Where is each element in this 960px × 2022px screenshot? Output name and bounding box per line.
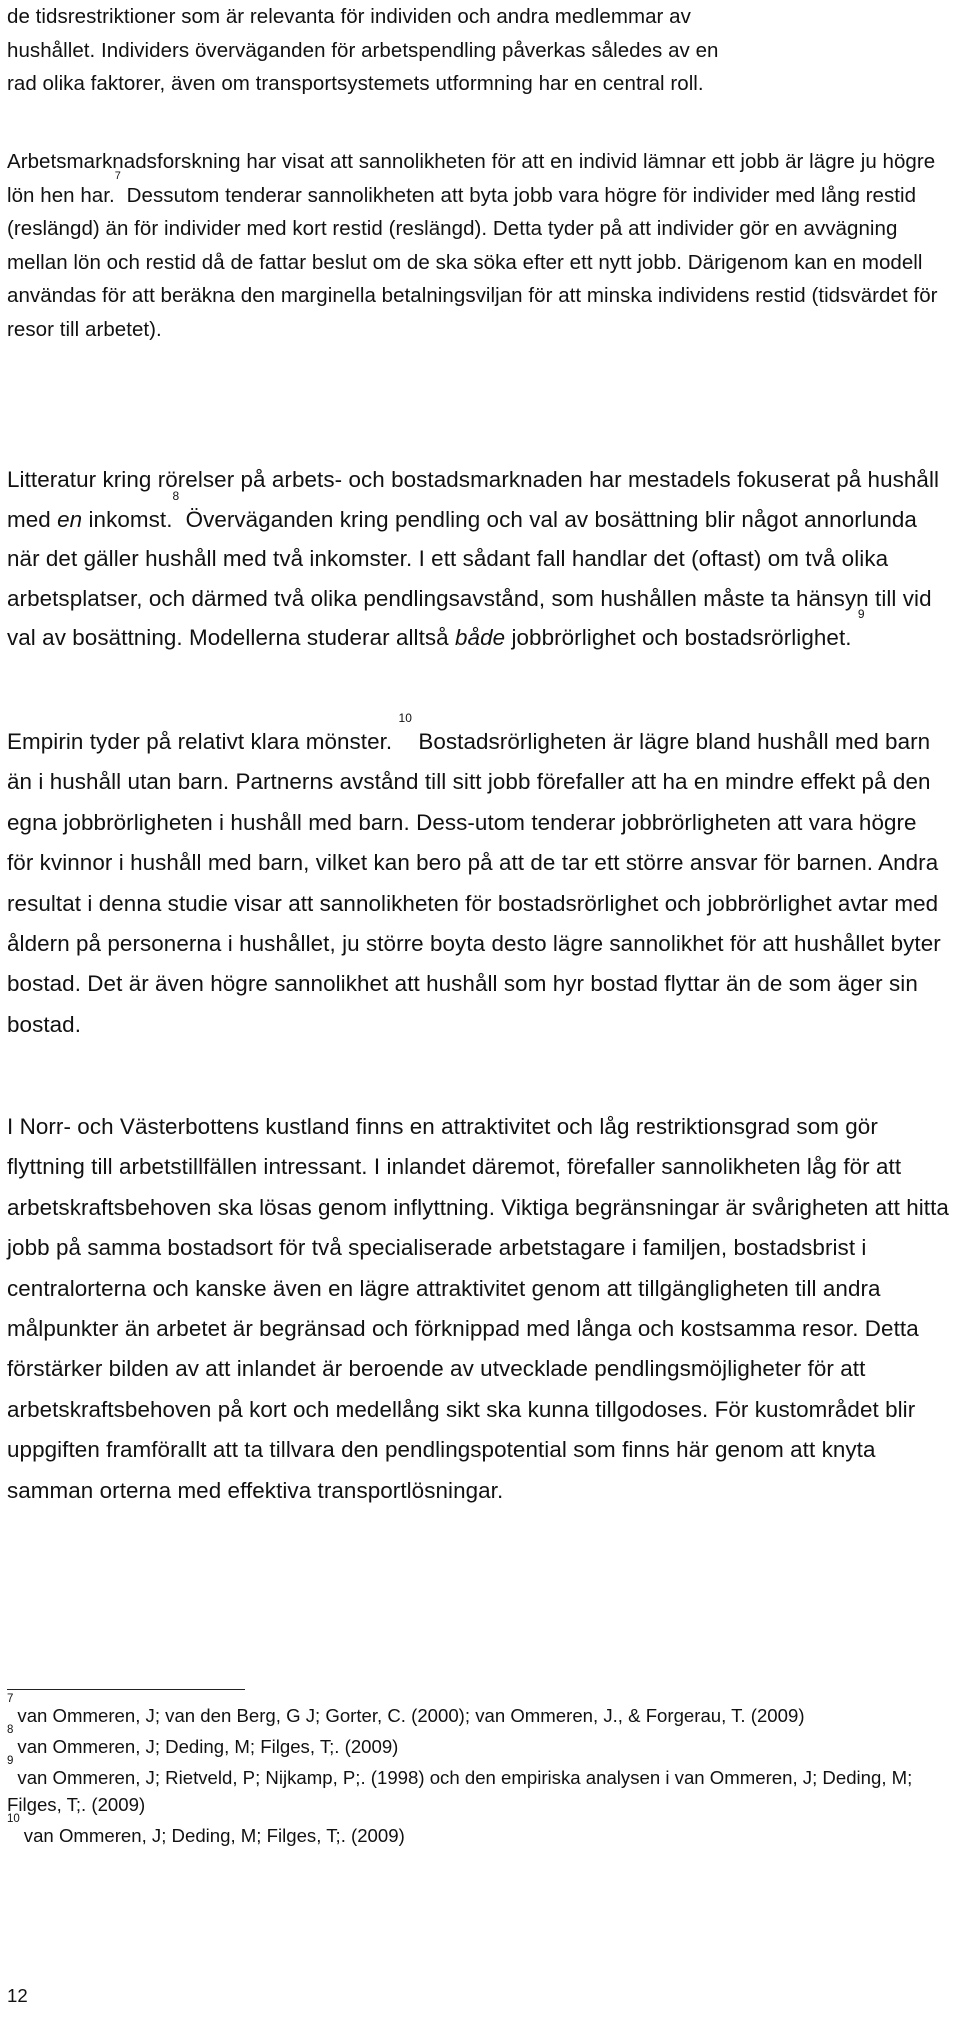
- paragraph-3-emphasis-a: en: [57, 506, 83, 532]
- paragraph-1-line-2: hushållet. Individers överväganden för arbetspendling påverkas således av en: [7, 38, 719, 62]
- footnote-text: van Ommeren, J; Deding, M; Filges, T;. (2009): [17, 1736, 399, 1757]
- paragraph-5: [7, 1107, 949, 1511]
- footnote-number: 8: [7, 1724, 14, 1736]
- paragraph-1-line-3: rad olika faktorer, även om transportsystemets utformning har en central roll.: [7, 72, 704, 95]
- paragraph-3: [7, 460, 949, 658]
- paragraph-2-text-b: Dessutom tenderar sannolikheten att byta jobb vara högre för individer med lång restid (reslängd) än för individer med kort restid (reslängd). Detta tyder på att individer gör en avvägning mellan lön och restid då de fattar beslut om de ska söka efter ett nytt jobb. Därigenom kan en modell användas för att beräkna den marginella betalningsviljan för att minska individens restid (tidsvärdet för resor till arbetet).: [7, 183, 938, 341]
- paragraph-1-line-1: de tidsrestriktioner som är relevanta för individen och andra medlemmar av: [7, 5, 691, 28]
- footnote-text: van Ommeren, J; Deding, M; Filges, T;. (2009): [23, 1825, 405, 1846]
- footnotes-list: [7, 1693, 927, 1853]
- footnote-separator: [7, 1689, 245, 1690]
- footnote-number: 10: [7, 1813, 20, 1825]
- paragraph-4: [7, 711, 949, 1045]
- paragraph-5-text: I Norr- och Västerbottens kustland finns en attraktivitet och låg restriktionsgrad som gör flyttning till arbetstillfällen intressant. I inlandet däremot, förefaller sannolikheten låg för att arbetskraftsbehoven ska lösas genom inflyttning. Viktiga begränsningar är svårigheten att hitta jobb på samma bostadsort för två specialiserade arbetstagare i familjen, bostadsbrist i centralorterna och kanske även en lägre attraktivitet genom att tillgängligheten till andra målpunkter än arbetet är begränsad och förknippad med långa och kostsamma resor. Detta förstärker bilden av att inlandet är beroende av utvecklade pendlingsmöjligheter för att arbetskraftsbehoven på kort och medellång sikt ska kunna tillgodoses. För kustområdet blir uppgiften framförallt att ta tillvara den pendlingspotential som finns här genom att knyta samman orterna med effektiva transportlösningar.: [7, 1114, 949, 1503]
- footnote-number: 9: [7, 1755, 14, 1767]
- footnote-ref-8: 8: [172, 488, 180, 503]
- footnote-ref-10: 10: [398, 711, 413, 725]
- paragraph-3-text-d: jobbrörlighet och bostadsrörlighet.: [505, 625, 858, 650]
- paragraph-2-text-a: Arbetsmarknadsforskning har visat att sannolikheten för att en individ lämnar ett jobb är lägre ju högre lön hen har.: [7, 150, 936, 207]
- paragraph-4-text-b: Bostadsrörligheten är lägre bland hushåll med barn än i hushåll utan barn. Partnerns avstånd till sitt jobb förefaller att ha en mindre effekt på den egna jobbrörligheten i hushåll med barn. Dess-utom tenderar jobbrörligheten att vara högre för kvinnor i hushåll med barn, vilket kan bero på att de tar ett större ansvar för barnen. Andra resultat i denna studie visar att sannolikheten för bostadsrörlighet och jobbrörlighet avtar med åldern på personerna i hushållet, ju större boyta desto lägre sannolikhet för att hushållet byter bostad. Det är även högre sannolikhet att hushåll som hyr bostad flyttar än de som äger sin bostad.: [7, 729, 941, 1037]
- paragraph-1: [7, 0, 949, 101]
- footnote-number: 7: [7, 1693, 14, 1705]
- footnote-ref-7: 7: [114, 169, 121, 182]
- paragraph-3-text-a: Litteratur kring rörelser på arbets- och bostadsmarknaden har mestadels fokuserat på hushåll med: [7, 467, 940, 532]
- footnote-7: [7, 1693, 927, 1729]
- footnote-8: [7, 1724, 927, 1760]
- footnote-text: van Ommeren, J; Rietveld, P; Nijkamp, P;. (1998) och den empiriska analysen i van Ommeren, J; Deding, M; Filges, T;. (2009): [7, 1767, 913, 1815]
- footnote-9: [7, 1755, 927, 1818]
- paragraph-4-text-a: Empirin tyder på relativt klara mönster.: [7, 729, 399, 754]
- page-number: 12: [7, 1985, 28, 2006]
- paragraph-3-text-c: Överväganden kring pendling och val av bosättning blir något annorlunda när det gäller hushåll med två inkomster. I ett sådant fall handlar det (oftast) om två olika arbetsplatser, och därmed två olika pendlingsavstånd, som hushållen måste ta hänsyn till vid val av bosättning. Modellerna studerar alltså: [7, 506, 932, 650]
- footnote-text: van Ommeren, J; van den Berg, G J; Gorter, C. (2000); van Ommeren, J., & Forgerau, T. (2009): [17, 1705, 805, 1726]
- footnote-10: [7, 1813, 927, 1849]
- footnote-ref-9: 9: [857, 607, 865, 621]
- paragraph-2: [7, 145, 949, 346]
- paragraph-3-emphasis-b: både: [455, 625, 506, 650]
- paragraph-3-text-b: inkomst.: [82, 506, 173, 532]
